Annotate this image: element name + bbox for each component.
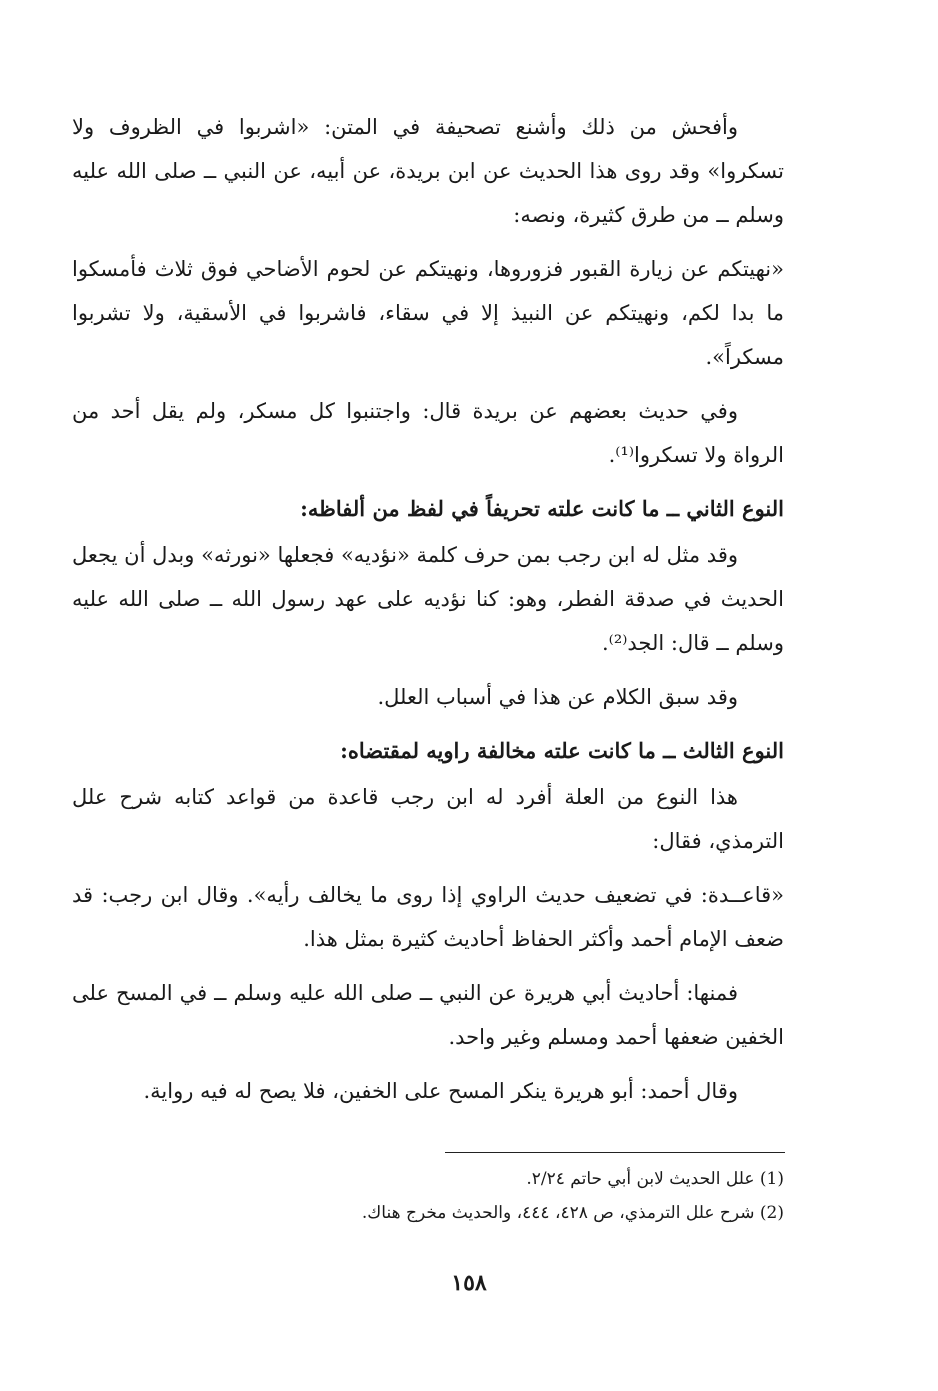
section-3-paragraph-1: هذا النوع من العلة أفرد له ابن رجب قاعدة من قواعد كتابه شرح علل الترمذي، فقال: [72, 785, 784, 853]
footnote-2: (2) شرح علل الترمذي، ص ٤٢٨، ٤٤٤، والحديث مخرج هناك. [361, 1203, 784, 1223]
page-number: ١٥٨ [451, 1270, 487, 1296]
section-heading-3: النوع الثالث ــ ما كانت علته مخالفة راويه لمقتضاه: [340, 738, 784, 763]
footnote-1: (1) علل الحديث لابن أبي حاتم ٢/٢٤. [526, 1169, 784, 1189]
section-heading-2: النوع الثاني ــ ما كانت علته تحريفاً في لفظ من ألفاظه: [300, 496, 784, 521]
footnote-divider [445, 1152, 785, 1153]
section-3-rule-quote: «قاعــدة: في تضعيف حديث الراوي إذا روى ما يخالف رأيه». وقال ابن رجب: قد ضعف الإمام أحمد وأكثر الحفاظ أحاديث كثيرة بمثل هذا. [72, 883, 784, 951]
section-2-paragraph-1: وقد مثل له ابن رجب بمن حرف كلمة «نؤديه» فجعلها «نورثه» وبدل أن يجعل الحديث في صدقة الفطر، وهو: كنا نؤديه على عهد رسول الله ــ صلى الله عليه وسلم ــ قال: الجد⁽²⁾. [72, 543, 784, 655]
hadith-quote: «نهيتكم عن زيارة القبور فزوروها، ونهيتكم عن لحوم الأضاحي فوق ثلاث فأمسكوا ما بدا لكم، ونهيتكم عن النبيذ إلا في سقاء، فاشربوا في الأسقية، ولا تشربوا مسكراً». [72, 257, 784, 369]
paragraph-1: وأفحش من ذلك وأشنع تصحيفة في المتن: «اشربوا في الظروف ولا تسكروا» وقد روى هذا الحديث عن ابن بريدة، عن أبيه، عن النبي ــ صلى الله عليه وسلم ــ من طرق كثيرة، ونصه: [72, 115, 784, 227]
section-3-paragraph-4: وقال أحمد: أبو هريرة ينكر المسح على الخفين، فلا يصح له فيه رواية. [143, 1079, 738, 1103]
section-3-paragraph-3: فمنها: أحاديث أبي هريرة عن النبي ــ صلى الله عليه وسلم ــ في المسح على الخفين ضعفها أحمد ومسلم وغير واحد. [72, 981, 784, 1049]
section-2-paragraph-2: وقد سبق الكلام عن هذا في أسباب العلل. [377, 685, 738, 709]
paragraph-3: وفي حديث بعضهم عن بريدة قال: واجتنبوا كل مسكر، ولم يقل أحد من الرواة ولا تسكروا⁽¹⁾. [72, 399, 784, 467]
footnotes [72, 1162, 784, 1230]
main-text [72, 105, 784, 1123]
